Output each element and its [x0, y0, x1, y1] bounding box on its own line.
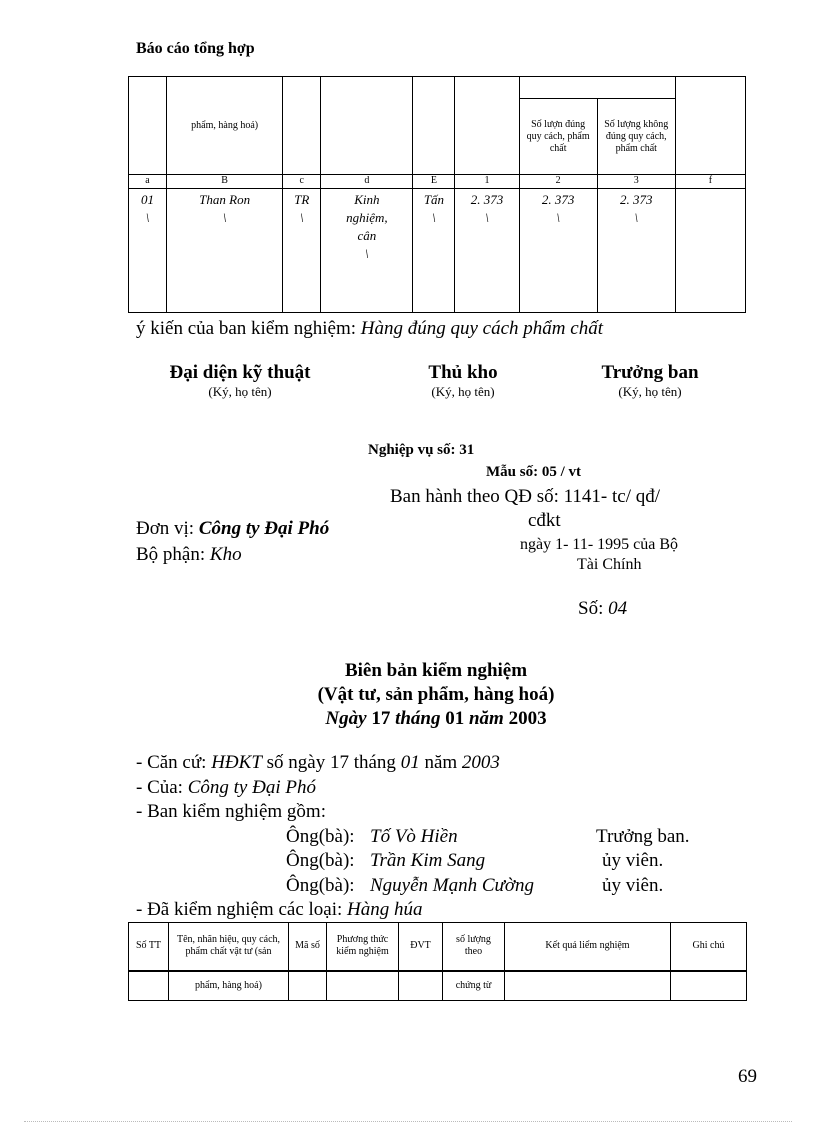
col-code: 2: [555, 175, 561, 186]
row-mark: \: [432, 210, 436, 225]
date-month: 01: [445, 708, 465, 729]
row-mark: \: [145, 210, 150, 225]
row-mark: \: [556, 210, 560, 225]
header-result: Kết quả liểm nghiệm: [545, 940, 630, 952]
issued-date-line1: ngày 1- 11- 1995 của Bộ: [520, 536, 679, 553]
row-mark: \: [299, 210, 304, 225]
member-name: Trần Kim Sang: [370, 850, 486, 871]
row-mark: \: [485, 210, 489, 225]
inspection-table: [128, 922, 747, 1001]
header-method: Phương thức kiểm nghiệm: [336, 934, 389, 958]
document-title: Biên bản kiểm nghiệm: [344, 660, 528, 681]
signature-title: Trưởng ban: [601, 362, 699, 383]
col-code: d: [364, 175, 370, 186]
row-stt: 01: [141, 192, 155, 207]
dept-label: Bộ phận:: [136, 544, 206, 565]
row-code: TR: [294, 192, 310, 207]
col-code: 3: [633, 175, 639, 186]
checked-value: Hàng húa: [347, 899, 423, 920]
row-qty-not-ok: 2. 373: [620, 192, 653, 207]
row-method: cân: [357, 228, 377, 243]
member-role: ủy viên.: [602, 850, 664, 871]
col-code: f: [708, 175, 713, 186]
signature-title: Đại diện kỹ thuật: [169, 362, 311, 383]
header-name-fragment: phẩm, hàng hoá): [191, 119, 259, 131]
row-qty-doc: 2. 373: [470, 192, 504, 207]
opinion-line: [136, 318, 603, 340]
basis-month: 01: [400, 752, 420, 773]
summary-table: [128, 76, 746, 313]
table-row: [129, 189, 746, 313]
member-prefix: Ông(bà):: [286, 826, 355, 847]
issued-by-line2: cđkt: [528, 510, 561, 531]
date-day: 17: [371, 708, 391, 729]
header-stt: Số TT: [135, 940, 162, 952]
board-label: - Ban kiểm nghiệm gồm:: [136, 801, 326, 822]
signature-technical: [170, 362, 311, 400]
date-word: Ngày: [325, 708, 367, 729]
checked-line: [136, 899, 423, 921]
header-code: Mã số: [295, 940, 320, 952]
row-mark: \: [222, 210, 227, 225]
row-mark: \: [365, 246, 369, 261]
member-prefix: Ông(bà):: [286, 875, 355, 896]
dept-value: Kho: [209, 544, 242, 565]
opinion-label: ý kiến của ban kiểm nghiệm:: [136, 318, 357, 339]
member-name: Nguyễn Mạnh Cường: [370, 875, 535, 896]
header-note: Ghi chú: [692, 940, 725, 952]
column-code-row: [129, 175, 746, 189]
unit-value: Công ty Đại Phó: [198, 518, 330, 539]
of-value: Công ty Đại Phó: [187, 777, 316, 798]
document-subtitle: (Vật tư, sản phẩm, hàng hoá): [317, 684, 555, 705]
basis-text: năm: [424, 752, 458, 773]
basis-line: [136, 752, 500, 774]
col-code: c: [299, 175, 304, 186]
row-name: Than Ron: [199, 192, 251, 207]
header-qty-ok: Số lượn đúng quy cách, phẩm chất: [526, 118, 590, 154]
checked-label: - Đã kiểm nghiệm các loại:: [136, 899, 343, 920]
dept-line: [136, 544, 242, 566]
issued-by-line1: Ban hành theo QĐ số: 1141- tc/ qđ/: [390, 486, 661, 507]
col-code: a: [145, 175, 150, 186]
basis-doc: HĐKT: [211, 752, 262, 773]
header-qty-not-ok: Số lượng không đúng quy cách, phẩm chất: [604, 118, 669, 154]
signature-note: (Ký, họ tên): [618, 384, 682, 399]
col-code: 1: [484, 175, 490, 186]
date-word: tháng: [395, 708, 441, 729]
member-prefix: Ông(bà):: [286, 850, 355, 871]
basis-label: - Căn cứ:: [136, 752, 207, 773]
date-year: 2003: [508, 708, 547, 729]
unit-line: [136, 518, 329, 540]
signature-note: (Ký, họ tên): [208, 384, 272, 399]
unit-label: Đơn vị:: [136, 518, 195, 539]
summary-title: Báo cáo tổng hợp: [136, 40, 255, 57]
opinion-value: Hàng đúng quy cách phẩm chất: [360, 318, 603, 339]
col-code: B: [221, 175, 228, 186]
col-code: E: [430, 175, 437, 186]
of-label: - Của:: [136, 777, 183, 798]
member-name: Tố Vò Hiền: [370, 826, 458, 847]
basis-year: 2003: [461, 752, 500, 773]
signature-head: [601, 362, 698, 400]
header-unit: ĐVT: [410, 940, 431, 952]
row-unit: Tấn: [423, 192, 445, 207]
header-name-cont: phẩm, hàng hoá): [195, 979, 262, 991]
page-number: 69: [738, 1066, 757, 1087]
signature-storekeeper: [428, 362, 497, 400]
doc-number-label: Số:: [578, 598, 604, 619]
signature-title: Thủ kho: [428, 362, 498, 383]
doc-number-value: 04: [608, 598, 628, 619]
operation-number: Nghiệp vụ số: 31: [368, 442, 475, 458]
member-role: ủy viên.: [602, 875, 664, 896]
header-qty: số lượng theo: [456, 934, 491, 958]
bottom-divider: [24, 1121, 792, 1122]
date-word: năm: [468, 708, 504, 729]
header-qty-cont: chứng từ: [455, 979, 492, 991]
row-mark: \: [634, 210, 639, 225]
row-method: Kinh: [354, 192, 380, 207]
issued-date-line2: Tài Chính: [577, 556, 642, 573]
form-number: Mẫu số: 05 / vt: [486, 464, 581, 480]
row-qty-ok: 2. 373: [541, 192, 575, 207]
basis-text: số ngày 17 tháng: [266, 752, 396, 773]
document-date: [325, 708, 546, 730]
of-line: [136, 777, 316, 799]
row-method: nghiệm,: [346, 210, 388, 225]
header-name: Tên, nhãn hiệu, quy cách, phẩm chất vật tư (sản: [176, 934, 281, 958]
member-role: Trưởng ban.: [596, 826, 690, 847]
doc-number-line: [578, 598, 627, 620]
signature-note: (Ký, họ tên): [431, 384, 495, 399]
